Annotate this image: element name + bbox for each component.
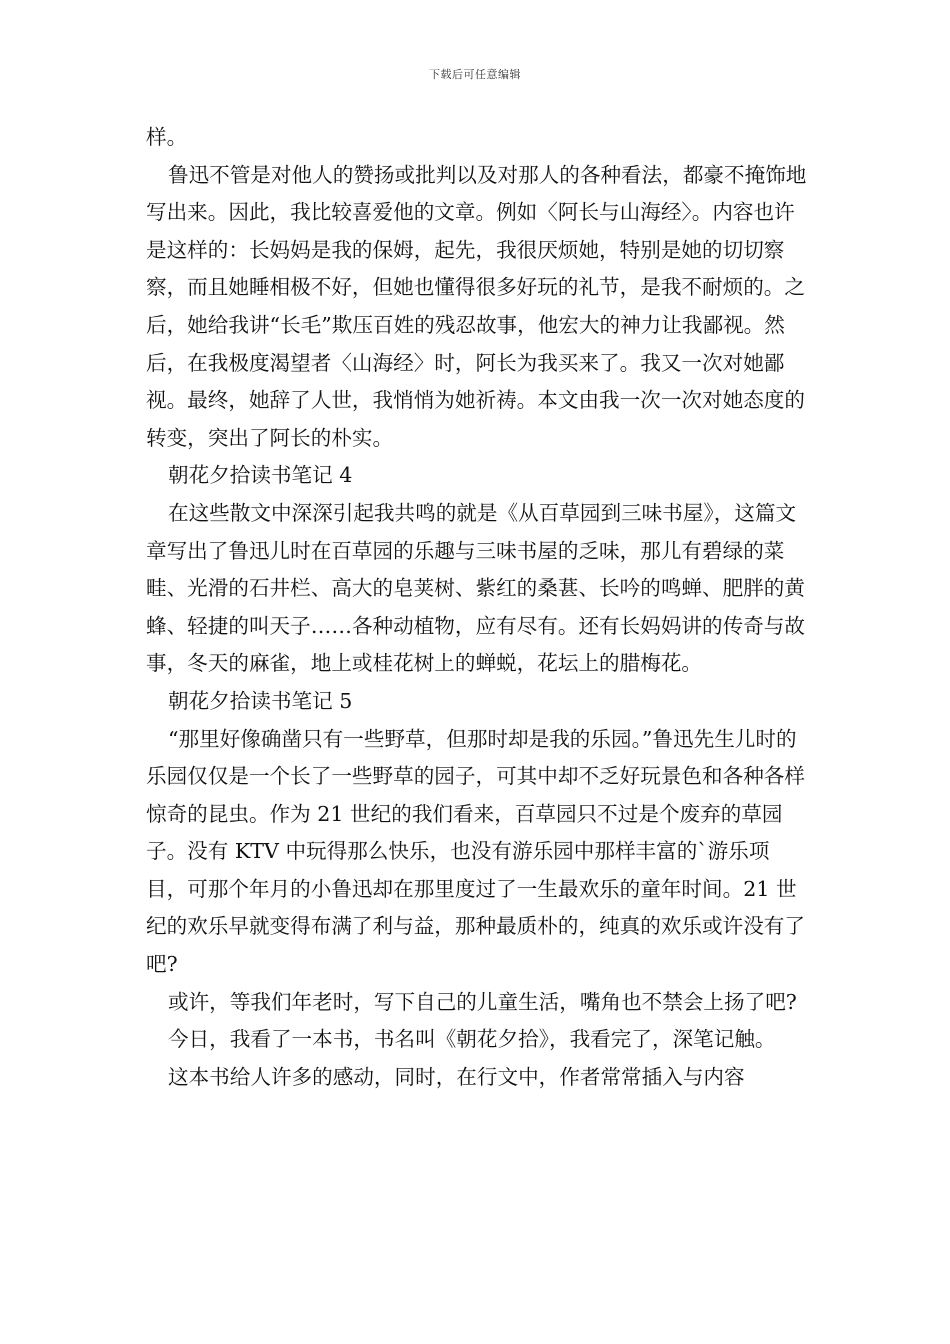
section-heading: 朝花夕拾读书笔记 5 [168,688,353,713]
paragraph: 在这些散文中深深引起我共鸣的就是《从百草园到三味书屋》，这篇文章写出了鲁迅儿时在百草园的乐趣与三味书屋的乏味，那儿有碧绿的菜畦、光滑的石井栏、高大的皂荚树、紫红的桑葚、长吟的鸣蝉、肥胖的黄蜂、轻捷的叫天子……各种动植物，应有尽有。还有长妈妈讲的传奇与故事，冬天的麻雀，地上或桂花树上的蝉蜕，花坛上的腊梅花。 [146,500,805,676]
paragraph: 这本书给人许多的感动，同时，在行文中，作者常常插入与内容 [168,1064,745,1089]
section-heading: 朝花夕拾读书笔记 4 [168,463,353,488]
paragraph: 鲁迅不管是对他人的赞扬或批判以及对那人的各种看法，都豪不掩饰地写出来。因此，我比较喜爱他的文章。例如〈阿长与山海经〉。内容也许是这样的：长妈妈是我的保姆，起先，我很厌烦她，特别是她的切切察察，而且她睡相极不好，但她也懂得很多好玩的礼节，是我不耐烦的。之后，她给我讲“长毛”欺压百姓的残忍故事，他宏大的神力让我鄙视。然后，在我极度渴望者〈山海经〉时，阿长为我买来了。我又一次对她鄙视。最终，她辞了人世，我悄悄为她祈祷。本文由我一次一次对她态度的转变，突出了阿长的朴实。 [146,162,807,450]
paragraph: “那里好像确凿只有一些野草，但那时却是我的乐园。”鲁迅先生儿时的乐园仅仅是一个长了一些野草的园子，可其中却不乏好玩景色和各种各样惊奇的昆虫。作为 21 世纪的我们看来，百草园只不过是个废弃的草园子。没有 KTV 中玩得那么快乐，也没有游乐园中那样丰富的`游乐项目，可那个年月的小鲁迅却在那里度过了一生最欢乐的童年时间。21 世纪的欢乐早就变得布满了利与益，那种最质朴的，纯真的欢乐或许没有了吧? [146,726,805,977]
page-header: 下载后可任意编辑 [429,68,521,81]
paragraph: 今日，我看了一本书，书名叫《朝花夕拾》，我看完了，深笔记触。 [168,1027,776,1052]
paragraph-continuation: 样。 [146,125,188,149]
document-body [146,119,810,1096]
paragraph: 或许，等我们年老时，写下自己的儿童生活，嘴角也不禁会上扬了吧? [168,989,797,1014]
